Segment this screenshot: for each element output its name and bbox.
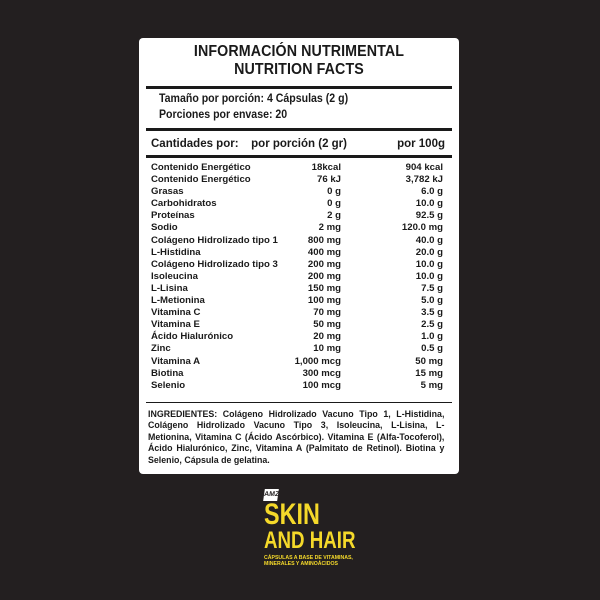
per-serving-value: 18kcal: [311, 162, 341, 173]
nutrition-table: [151, 162, 447, 392]
per-serving-value: 400 mg: [307, 246, 341, 258]
per-100g-value: 0.5 g: [421, 343, 443, 355]
nutrient-name: Biotina: [151, 367, 184, 379]
nutrient-name: Selenio: [151, 379, 186, 391]
per-100g-value: 20.0 g: [415, 246, 443, 258]
header-amounts-per: Cantidades por:: [151, 138, 239, 150]
per-serving-value: 2 g: [327, 210, 341, 222]
nutrient-name: L-Lisina: [151, 282, 188, 294]
per-serving-value: 1,000 mcg: [294, 355, 341, 367]
nutrient-name: Vitamina C: [151, 307, 201, 319]
table-row: [151, 380, 447, 392]
per-100g-value: 6.0 g: [421, 186, 443, 198]
per-serving-value: 2 mg: [318, 222, 341, 234]
divider-top: [146, 86, 452, 89]
title-spanish: INFORMACIÓN NUTRIMENTAL: [193, 43, 405, 60]
table-row: [151, 331, 447, 343]
per-100g-value: 10.0 g: [415, 270, 443, 282]
table-row: [151, 222, 447, 234]
per-100g-value: 5 mg: [420, 379, 443, 391]
nutrition-facts-panel: [139, 38, 459, 474]
nutrient-name: Ácido Hialurónico: [151, 331, 234, 343]
nutrient-name: L-Histidina: [151, 246, 201, 258]
table-row: [151, 235, 447, 247]
per-serving-value: 200 mg: [307, 258, 341, 270]
table-row: [151, 210, 447, 222]
per-serving-value: 10 mg: [313, 343, 341, 355]
nutrient-name: L-Metionina: [151, 295, 205, 307]
per-100g-value: 3,782 kJ: [405, 174, 443, 186]
table-row: [151, 247, 447, 259]
table-row: [151, 343, 447, 355]
brand-name-line1: SKIN: [264, 498, 320, 531]
per-100g-value: 50 mg: [415, 355, 443, 367]
per-100g-value: 92.5 g: [415, 210, 443, 222]
nutrient-name: Colágeno Hidrolizado tipo 3: [151, 258, 278, 270]
nutrient-name: Contenido Energético: [151, 174, 251, 186]
brand-name-line2: AND HAIR: [264, 527, 356, 554]
divider-servings: [146, 128, 452, 131]
table-row: [151, 307, 447, 319]
title-english: NUTRITION FACTS: [234, 61, 364, 78]
table-row: [151, 162, 447, 174]
table-row: [151, 368, 447, 380]
table-row: [151, 186, 447, 198]
per-100g-value: 10.0 g: [415, 198, 443, 210]
nutrient-name: Colágeno Hidrolizado tipo 1: [151, 234, 278, 246]
servings-per-container: Porciones por envase: 20: [159, 109, 288, 121]
per-100g-value: 10.0 g: [415, 258, 443, 270]
brand-tagline: CÁPSULAS A BASE DE VITAMINAS, MINERALES Y AMINOÁCIDOS: [264, 555, 353, 567]
nutrient-name: Vitamina A: [151, 355, 201, 367]
per-100g-value: 3.5 g: [421, 307, 443, 319]
per-serving-value: 50 mg: [313, 319, 341, 331]
per-serving-value: 100 mcg: [302, 379, 341, 391]
nutrient-name: Vitamina E: [151, 319, 200, 331]
nutrient-name: Isoleucina: [151, 270, 198, 282]
header-per-100g: por 100g: [397, 138, 445, 150]
per-100g-value: 15 mg: [415, 367, 443, 379]
per-serving-value: 200 mg: [307, 270, 341, 282]
per-100g-value: 7.5 g: [421, 282, 443, 294]
per-100g-value: 904 kcal: [405, 162, 443, 173]
per-serving-value: 300 mcg: [302, 367, 341, 379]
nutrient-name: Contenido Energético: [151, 162, 251, 173]
table-row: [151, 356, 447, 368]
divider-ingredients: [146, 402, 452, 403]
table-row: [151, 271, 447, 283]
nutrient-name: Sodio: [151, 222, 178, 234]
nutrient-name: Proteínas: [151, 210, 195, 222]
per-serving-value: 100 mg: [307, 295, 341, 307]
ingredients-text: INGREDIENTES: Colágeno Hidrolizado Vacuno Tipo 1, L-Histidina, Colágeno Hidrolizado Vacuno Tipo 3, Isoleucina, L-Lisina, L-Metionina, Vitamina C (Ácido Ascórbico). Vitamina E (Alfa-Tocoferol), Ácido Hialurónico, Zinc, Vitamina A (Palmitato de Retinol). Biotina y Selenio, Cápsula de gelatina.: [148, 409, 445, 465]
header-per-serving: por porción (2 gr): [251, 138, 347, 150]
table-row: [151, 319, 447, 331]
per-serving-value: 800 mg: [307, 234, 341, 246]
nutrient-name: Zinc: [151, 343, 171, 355]
table-row: [151, 259, 447, 271]
per-serving-value: 0 g: [327, 186, 341, 198]
per-100g-value: 1.0 g: [421, 331, 443, 343]
per-100g-value: 40.0 g: [415, 234, 443, 246]
table-row: [151, 174, 447, 186]
table-row: [151, 283, 447, 295]
table-row: [151, 198, 447, 210]
per-serving-value: 20 mg: [313, 331, 341, 343]
per-serving-value: 150 mg: [307, 282, 341, 294]
per-serving-value: 0 g: [327, 198, 341, 210]
table-row: [151, 295, 447, 307]
nutrient-name: Grasas: [151, 186, 184, 198]
per-100g-value: 5.0 g: [421, 295, 443, 307]
divider-header: [146, 155, 452, 158]
table-header: [151, 138, 447, 152]
per-serving-value: 70 mg: [313, 307, 341, 319]
nutrient-name: Carbohidratos: [151, 198, 217, 210]
per-100g-value: 120.0 mg: [401, 222, 443, 234]
per-serving-value: 76 kJ: [316, 174, 341, 186]
per-100g-value: 2.5 g: [421, 319, 443, 331]
brand-badge: AMZ: [263, 489, 279, 501]
serving-size: Tamaño por porción: 4 Cápsulas (2 g): [159, 93, 349, 105]
